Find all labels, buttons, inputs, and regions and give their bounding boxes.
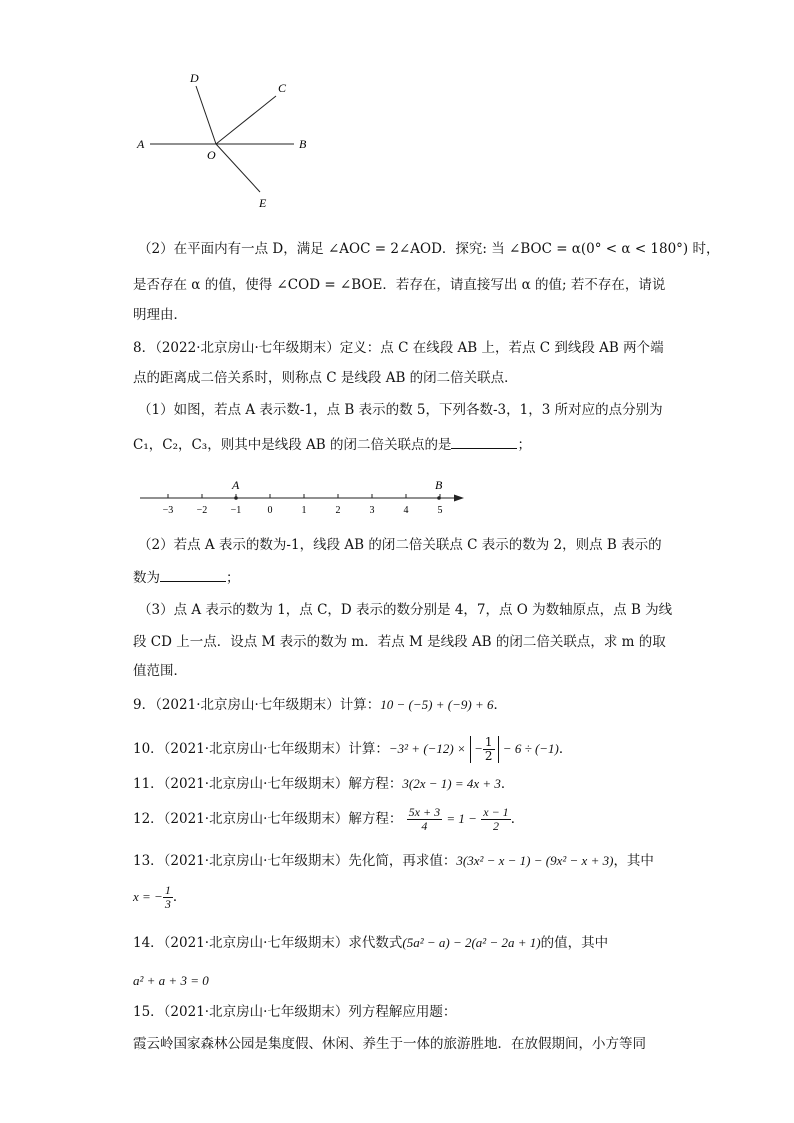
q13-line2: [133, 884, 186, 911]
q8-p2-end: ；: [226, 570, 240, 586]
q8-p2-line1: （2）若点 A 表示的数为-1，线段 AB 的闭二倍关联点 C 表示的数为 2，则点 B 表示的: [138, 537, 662, 553]
point-B-label: B: [435, 478, 443, 492]
q7-part2-line3: 明理由．: [133, 307, 187, 323]
tick-label: 2: [335, 505, 341, 516]
q8-p1-line1: （1）如图，若点 A 表示数-1，点 B 表示的数 5，下列各数-3，1，3 所对应的点分别为: [138, 402, 663, 418]
point-B-dot: [437, 496, 441, 500]
ray-OD: [196, 86, 216, 144]
q7-part2-line2: 是否存在 α 的值，使得 ∠COD = ∠BOE．若存在，请直接写出 α 的值; 若不存在，请说: [133, 277, 666, 293]
q9-prefix: 9．（2021·北京房山·七年级期末）计算：: [133, 697, 381, 713]
tick-label: 3: [369, 505, 375, 516]
ray-OE: [216, 144, 260, 192]
tick-group: [163, 494, 443, 516]
label-C: C: [278, 81, 287, 95]
label-O: O: [207, 148, 216, 162]
q10: [133, 736, 572, 763]
q8-p2-text: 数为: [133, 570, 160, 586]
q10-prefix: 10．（2021·北京房山·七年级期末）计算：: [133, 741, 389, 757]
q11-prefix: 11．（2021·北京房山·七年级期末）解方程：: [133, 776, 403, 792]
q8-p3-line2: 段 CD 上一点．设点 M 表示的数为 m．若点 M 是线段 AB 的闭二倍关联点，求 m 的取: [133, 634, 666, 650]
q13-frac-num: 1: [164, 883, 171, 897]
q13-suffix: ．: [172, 889, 187, 905]
q12-frac1-den: 4: [421, 819, 428, 833]
q10-suffix: ．: [558, 741, 573, 757]
number-line: [138, 474, 468, 518]
q8-p3-line1: （3）点 A 表示的数为 1，点 C，D 表示的数分别是 4，7，点 O 为数轴原点，点 B 为线: [138, 602, 673, 618]
q8-p1-line2: [133, 436, 531, 454]
q12-frac2-num: x − 1: [483, 805, 509, 819]
q8-line2: 点的距离成二倍关系时，则称点 C 是线段 AB 的闭二倍关联点．: [133, 370, 518, 386]
q9-suffix: ．: [493, 697, 507, 713]
q8-p2-line2: [133, 569, 240, 587]
answer-blank-2[interactable]: [160, 569, 226, 582]
tick-label: 0: [267, 505, 273, 516]
tick-label: 5: [437, 505, 443, 516]
q13-line1: [133, 852, 654, 870]
q11-expr: 3(2x − 1) = 4x + 3: [402, 776, 501, 791]
q10-frac-den: 2: [484, 749, 493, 763]
q11-suffix: ．: [500, 776, 515, 792]
q12-mid: = 1 −: [446, 811, 477, 826]
q13-prefix: 13．（2021·北京房山·七年级期末）先化简，再求值：: [133, 853, 457, 869]
q13-frac-den: 3: [164, 897, 171, 911]
q11: [133, 775, 514, 793]
tick-label: −2: [196, 505, 208, 516]
q12-suffix: ．: [510, 811, 525, 827]
point-A-label: A: [232, 478, 240, 492]
q8-p3-line3: 值范围．: [133, 663, 187, 679]
tick-label: −3: [162, 505, 174, 516]
ray-OC: [216, 96, 276, 144]
q10-abs-value: − $\frac{1}{2}$: [470, 736, 498, 763]
q14-line1: [133, 934, 608, 952]
tick-label: 4: [403, 505, 409, 516]
q10-expr-b: − 6 ÷ (−1): [502, 741, 559, 756]
q12: [133, 806, 524, 833]
point-A-dot: [234, 496, 238, 500]
q14-tail: 的值，其中: [540, 935, 609, 951]
q15-line2: 霞云岭国家森林公园是集度假、休闲、养生于一体的旅游胜地．在放假期间，小方等同: [133, 1036, 646, 1052]
q15-line1: 15．（2021·北京房山·七年级期末）列方程解应用题：: [133, 1004, 457, 1020]
label-E: E: [259, 196, 267, 210]
angle-figure: [128, 66, 328, 216]
q12-frac1-num: 5x + 3: [408, 805, 441, 819]
answer-blank-1[interactable]: [451, 436, 517, 449]
q13-tail: ，其中: [613, 853, 654, 869]
q14-prefix: 14．（2021·北京房山·七年级期末）求代数式: [133, 935, 403, 951]
q8-p1-text: C₁，C₂，C₃，则其中是线段 AB 的闭二倍关联点的是: [133, 437, 452, 453]
q9-expr: 10 − (−5) + (−9) + 6: [380, 697, 494, 712]
q12-prefix: 12．（2021·北京房山·七年级期末）解方程：: [133, 811, 403, 827]
q14-line2: [133, 972, 209, 990]
q12-frac2-den: 2: [492, 819, 499, 833]
q10-expr-a: −3² + (−12) ×: [388, 741, 466, 756]
q13-x-eq: x = −: [133, 889, 163, 904]
q13-expr: 3(3x² − x − 1) − (9x² − x + 3): [456, 853, 614, 868]
q8-line1: 8．（2022·北京房山·七年级期末）定义：点 C 在线段 AB 上，若点 C 到线段 AB 两个端: [133, 340, 664, 356]
tick-label: 1: [301, 505, 307, 516]
axis-arrow: [454, 495, 464, 502]
label-A: A: [137, 137, 145, 151]
tick-label: −1: [230, 505, 242, 516]
q7-part2-line1: （2）在平面内有一点 D，满足 ∠AOC = 2∠AOD．探究: 当 ∠BOC = α(0° < α < 180°) 时，: [138, 241, 720, 257]
q9: [133, 696, 507, 714]
q10-frac-num: 1: [484, 735, 493, 749]
q14-cond: a² + a + 3 = 0: [133, 973, 209, 988]
label-D: D: [190, 71, 199, 85]
q14-expr: (5a² − a) − 2(a² − 2a + 1): [402, 935, 541, 950]
q8-p1-end: ；: [517, 437, 531, 453]
label-B: B: [299, 137, 307, 151]
